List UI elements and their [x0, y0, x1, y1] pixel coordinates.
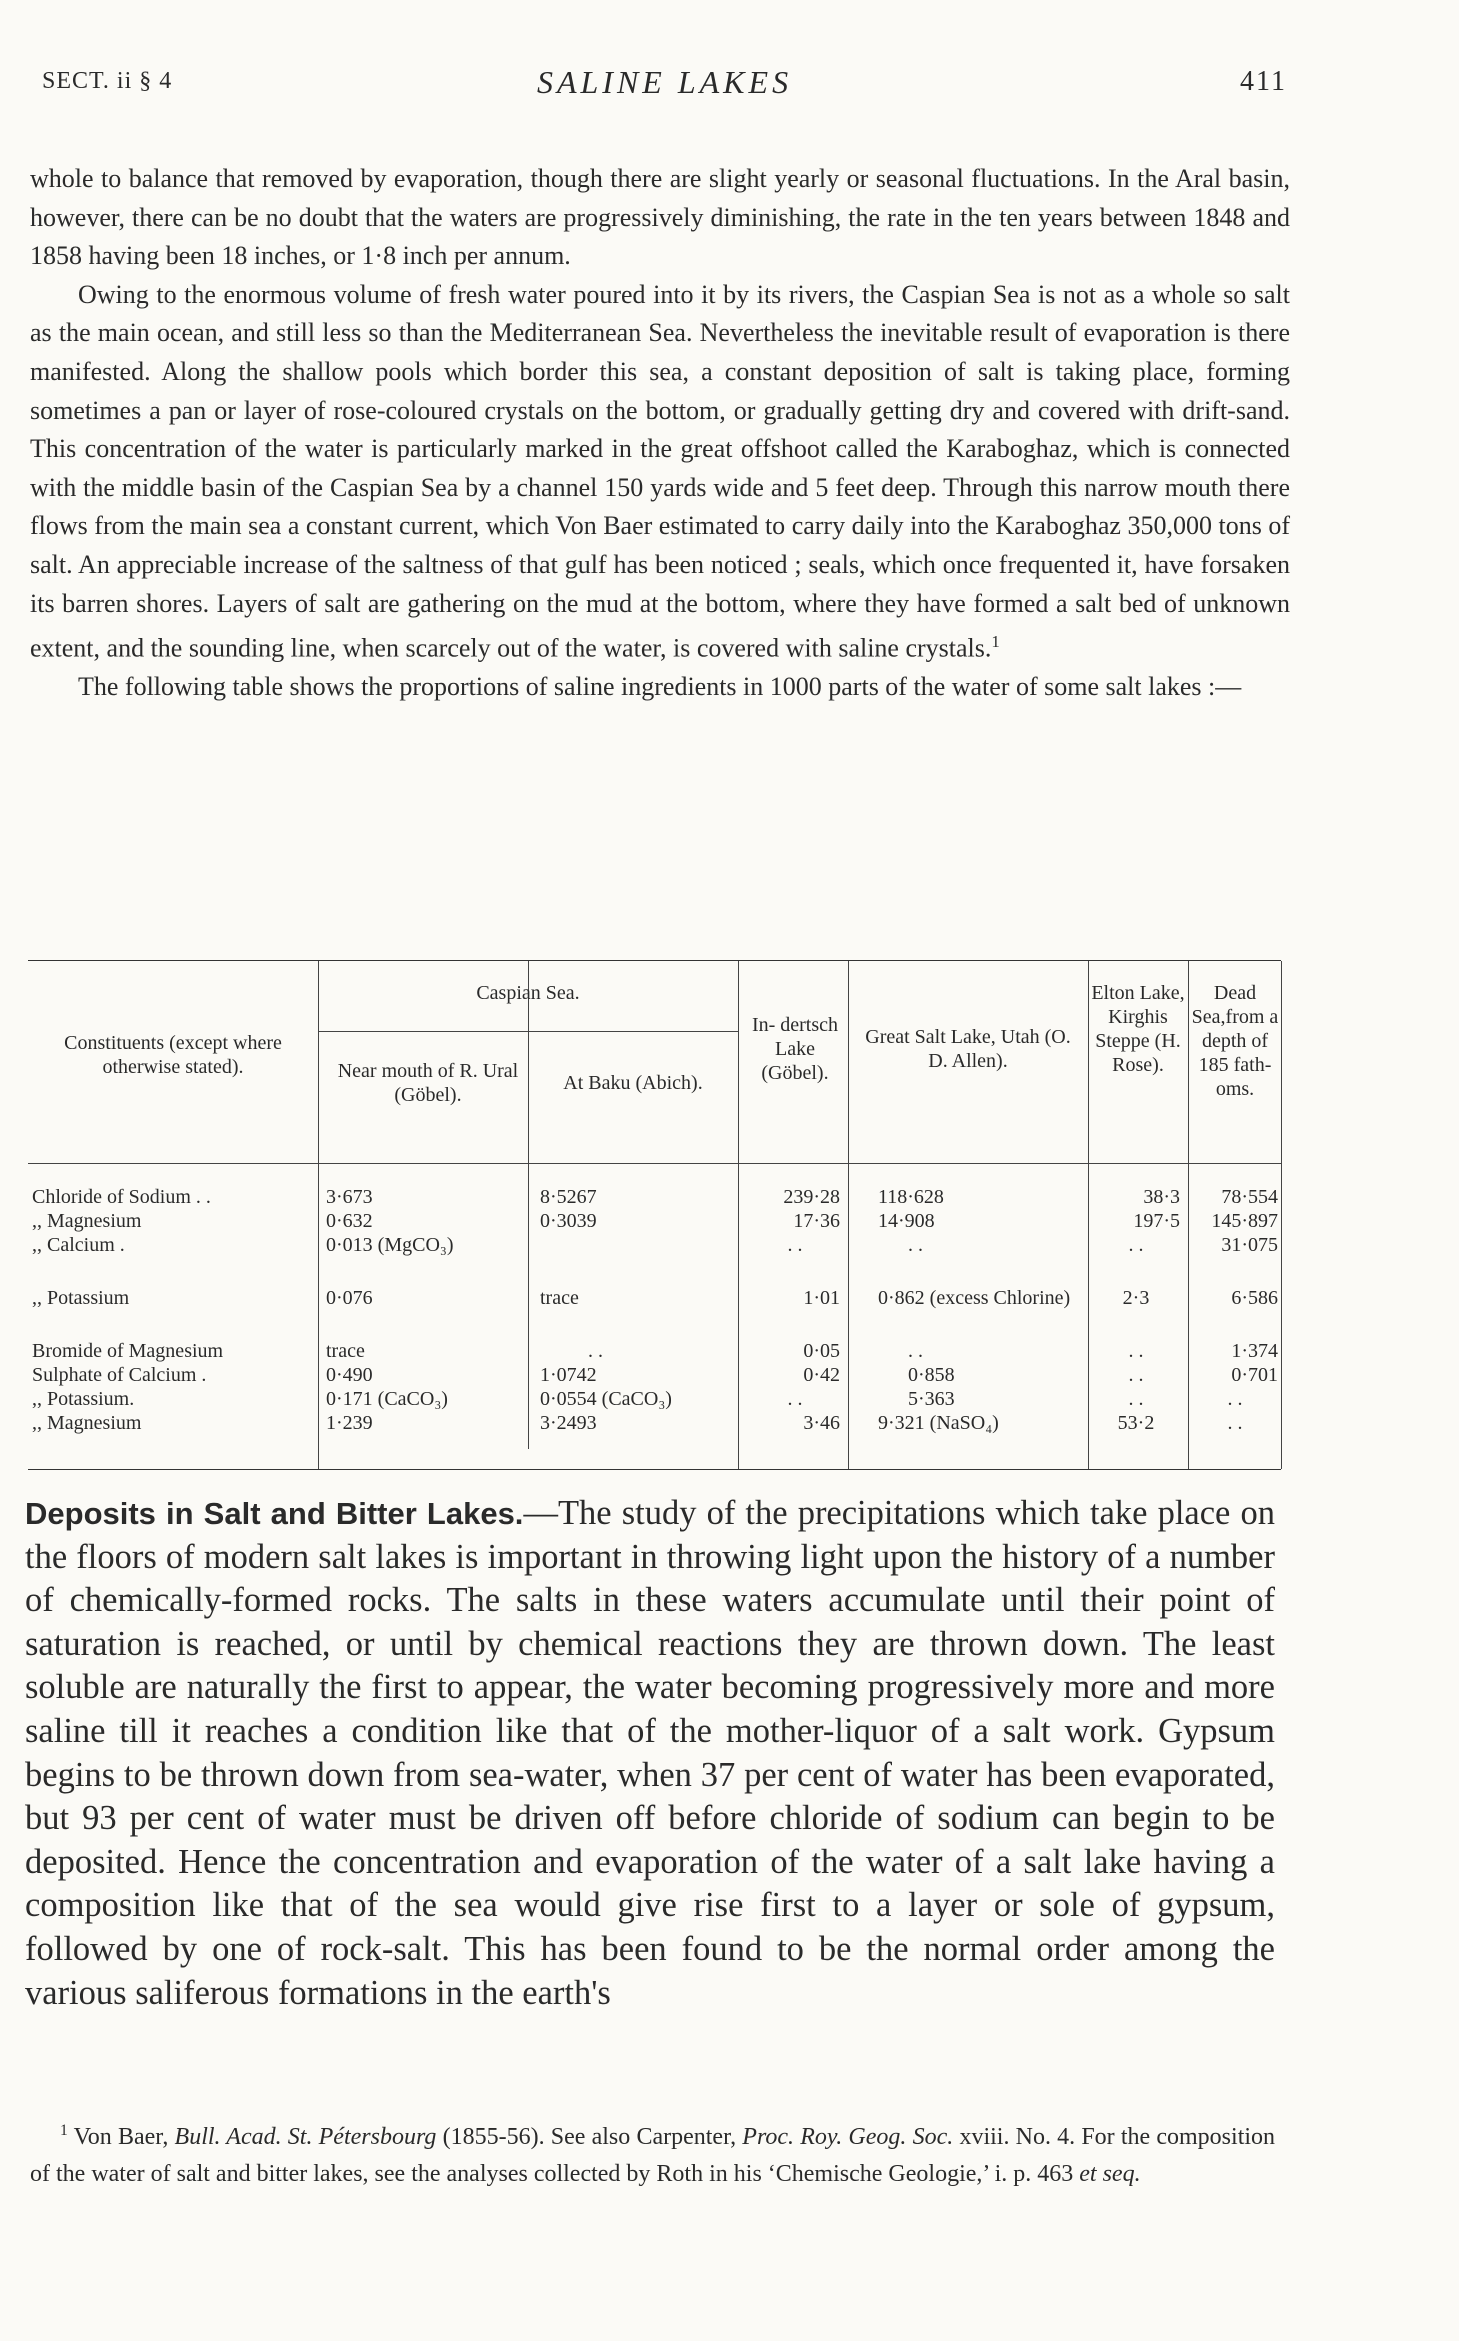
cell-great-salt: 9·321 (NaSO₄) — [878, 1412, 999, 1434]
cell-dead-sea: 6·586 — [1231, 1287, 1278, 1309]
cell-baku: 0·3039 — [540, 1210, 597, 1232]
salt-lakes-table — [28, 960, 1281, 1470]
paragraph-2 — [30, 276, 1290, 669]
footnote — [30, 2112, 1275, 2193]
header-near-ural: Near mouth of R. Ural (Göbel). — [337, 1060, 519, 1106]
footnote-part: xviii. No. 4. For the composition of the water of salt and bitter lakes, see the analyses collected by Roth in his ‘Chemische Geologie,’ i. p. 463 — [30, 2124, 1276, 2187]
cell-elton: 38·3 — [1143, 1186, 1180, 1208]
cell-elton: 2·3 — [1122, 1287, 1150, 1309]
row-label: ,, Calcium . — [32, 1234, 125, 1256]
row-label: ,, Magnesium — [32, 1412, 142, 1434]
table-rule — [28, 1163, 1281, 1164]
cell-ural: 0·632 — [326, 1210, 373, 1232]
cell-dead-sea: . . — [1227, 1412, 1243, 1434]
cell-dead-sea: 0·701 — [1231, 1364, 1278, 1386]
footnote-part: (1855-56). See also Carpenter, — [442, 2124, 737, 2150]
cell-dead-sea: . . — [1227, 1388, 1243, 1410]
cell-ural: trace — [326, 1340, 365, 1362]
cell-great-salt: . . — [908, 1234, 923, 1256]
cell-ural: 0·490 — [326, 1364, 373, 1386]
footnote-citation: et seq. — [1079, 2161, 1141, 2187]
cell-baku: 0·0554 (CaCO₃) — [540, 1388, 672, 1410]
row-label: Chloride of Sodium . . — [32, 1186, 211, 1208]
row-label: Bromide of Magnesium — [32, 1340, 224, 1362]
cell-great-salt: 0·858 — [908, 1364, 955, 1386]
section-ref: SECT. ii § 4 — [42, 68, 173, 94]
header-indertsch: In- dertsch Lake (Göbel). — [751, 1014, 839, 1084]
header-dead-sea: Dead Sea,from a depth of 185 fath- oms. — [1191, 982, 1279, 1100]
row-label: Sulphate of Calcium . — [32, 1364, 207, 1386]
cell-great-salt: 14·908 — [878, 1210, 935, 1232]
cell-indertsch: 239·28 — [783, 1186, 840, 1208]
cell-elton: . . — [1128, 1364, 1144, 1386]
body-text — [30, 160, 1290, 707]
deposits-text: —The study of the precipitations which take place on the floors of modern salt lakes is important in throwing light upon the history of a number of chemically-formed rocks. The salts in these waters accumulate until their point of saturation is reached, or until by chemical reactions they are thrown down. The least soluble are naturally the first to appear, the water becoming progressively more and more saline till it reaches a condition like that of the mother-liquor of a salt work. Gypsum begins to be thrown down from sea-water, when 37 per cent of water has been evaporated, but 93 per cent of water must be driven off before chloride of sodium can begin to be deposited. Hence the concentration and evaporation of the water of a salt lake having a composition like that of the sea would give rise first to a layer or sole of gypsum, followed by one of rock-salt. This has been found to be the normal order among the various saliferous formations in the earth's — [25, 1494, 1275, 2012]
header-constituents: Constituents (except where otherwise stated). — [64, 1032, 282, 1078]
cell-ural: 0·013 (MgCO₃) — [326, 1234, 454, 1256]
cell-elton: 197·5 — [1133, 1210, 1180, 1232]
cell-indertsch: . . — [787, 1234, 803, 1256]
section-heading: Deposits in Salt and Bitter Lakes. — [25, 1496, 524, 1531]
page-number: 411 — [1240, 66, 1287, 97]
footnote-citation: Proc. Roy. Geog. Soc. — [742, 2124, 954, 2150]
running-header — [42, 60, 1287, 100]
paragraph-3: The following table shows the proportions of saline ingredients in 1000 parts of the water of some salt lakes :— — [78, 672, 1242, 702]
header-baku: At Baku (Abich). — [563, 1072, 703, 1094]
cell-dead-sea: 145·897 — [1211, 1210, 1278, 1232]
table-rule — [1188, 961, 1189, 1469]
table-rule — [318, 1031, 738, 1032]
row-label: ,, Potassium. — [32, 1388, 135, 1410]
header-elton: Elton Lake, Kirghis Steppe (H. Rose). — [1091, 982, 1185, 1076]
footnote-part: Von Baer, — [73, 2124, 169, 2150]
paragraph-2-text: Owing to the enormous volume of fresh water poured into it by its rivers, the Caspian Sea is not as a whole so salt as the main ocean, and still less so than the Mediterranean Sea. Nevertheless the inevitable result of evaporation is there manifested. Along the shallow pools which border this sea, a constant deposition of salt is taking place, forming sometimes a pan or layer of rose-coloured crystals on the bottom, or gradually getting dry and covered with drift-sand. This concentration of the water is particularly marked in the great offshoot called the Karaboghaz, which is connected with the middle basin of the Caspian Sea by a channel 150 yards wide and 5 feet deep. Through this narrow mouth there flows from the main sea a constant current, which Von Baer estimated to carry daily into the Karaboghaz 350,000 tons of salt. An appreciable increase of the saltness of that gulf has been noticed ; seals, which once frequented it, have forsaken its barren shores. Layers of salt are gathering on the mud at the bottom, where they have formed a salt bed of unknown extent, and the sounding line, when scarcely out of the water, is covered with saline crystals. — [30, 279, 1290, 663]
cell-indertsch: 0·05 — [803, 1340, 840, 1362]
cell-ural: 0·171 (CaCO₃) — [326, 1388, 448, 1410]
table-rule — [1281, 961, 1282, 1469]
cell-great-salt: . . — [908, 1340, 923, 1362]
cell-elton: . . — [1128, 1340, 1144, 1362]
cell-dead-sea: 78·554 — [1221, 1186, 1278, 1208]
cell-ural: 1·239 — [326, 1412, 373, 1434]
cell-elton: . . — [1128, 1234, 1144, 1256]
cell-elton: . . — [1128, 1388, 1144, 1410]
cell-great-salt: 0·862 (excess Chlorine) — [878, 1287, 1071, 1309]
header-great-salt-lake: Great Salt Lake, Utah (O. D. Allen). — [865, 1026, 1071, 1072]
cell-indertsch: 17·36 — [793, 1210, 840, 1232]
cell-elton: 53·2 — [1117, 1412, 1155, 1434]
header-caspian: Caspian Sea. — [476, 982, 580, 1004]
cell-great-salt: 118·628 — [878, 1186, 944, 1208]
cell-dead-sea: 1·374 — [1231, 1340, 1278, 1362]
paragraph-1: whole to balance that removed by evaporation, though there are slight yearly or seasonal fluctuations. In the Aral basin, however, there can be no doubt that the waters are progressively diminishing, the rate in the ten years between 1848 and 1858 having been 18 inches, or 1·8 inch per annum. — [30, 164, 1290, 271]
table-rule — [1088, 961, 1089, 1469]
footnote-mark: 1 — [60, 2122, 68, 2139]
deposits-paragraph — [25, 1492, 1275, 2015]
row-label: ,, Magnesium — [32, 1210, 142, 1232]
cell-indertsch: 1·01 — [803, 1287, 840, 1309]
cell-ural: 3·673 — [326, 1186, 373, 1208]
cell-baku: 3·2493 — [540, 1412, 597, 1434]
cell-baku: . . — [588, 1340, 603, 1362]
cell-baku: 1·0742 — [540, 1364, 597, 1386]
footnote-text — [30, 2112, 1275, 2193]
cell-indertsch: 3·46 — [803, 1412, 840, 1434]
cell-indertsch: . . — [787, 1388, 803, 1410]
table-rule — [738, 961, 739, 1469]
running-title: SALINE LAKES — [536, 64, 793, 100]
cell-indertsch: 0·42 — [803, 1364, 840, 1386]
table-rule — [848, 961, 849, 1469]
cell-great-salt: 5·363 — [908, 1388, 955, 1410]
cell-baku: 8·5267 — [540, 1186, 597, 1208]
footnote-citation: Bull. Acad. St. Pétersbourg — [174, 2124, 437, 2150]
cell-dead-sea: 31·075 — [1221, 1234, 1278, 1256]
table-rule — [528, 961, 529, 1449]
row-label: ,, Potassium — [32, 1287, 130, 1309]
cell-ural: 0·076 — [326, 1287, 373, 1309]
footnote-ref: 1 — [991, 632, 1000, 652]
cell-baku: trace — [540, 1287, 579, 1309]
